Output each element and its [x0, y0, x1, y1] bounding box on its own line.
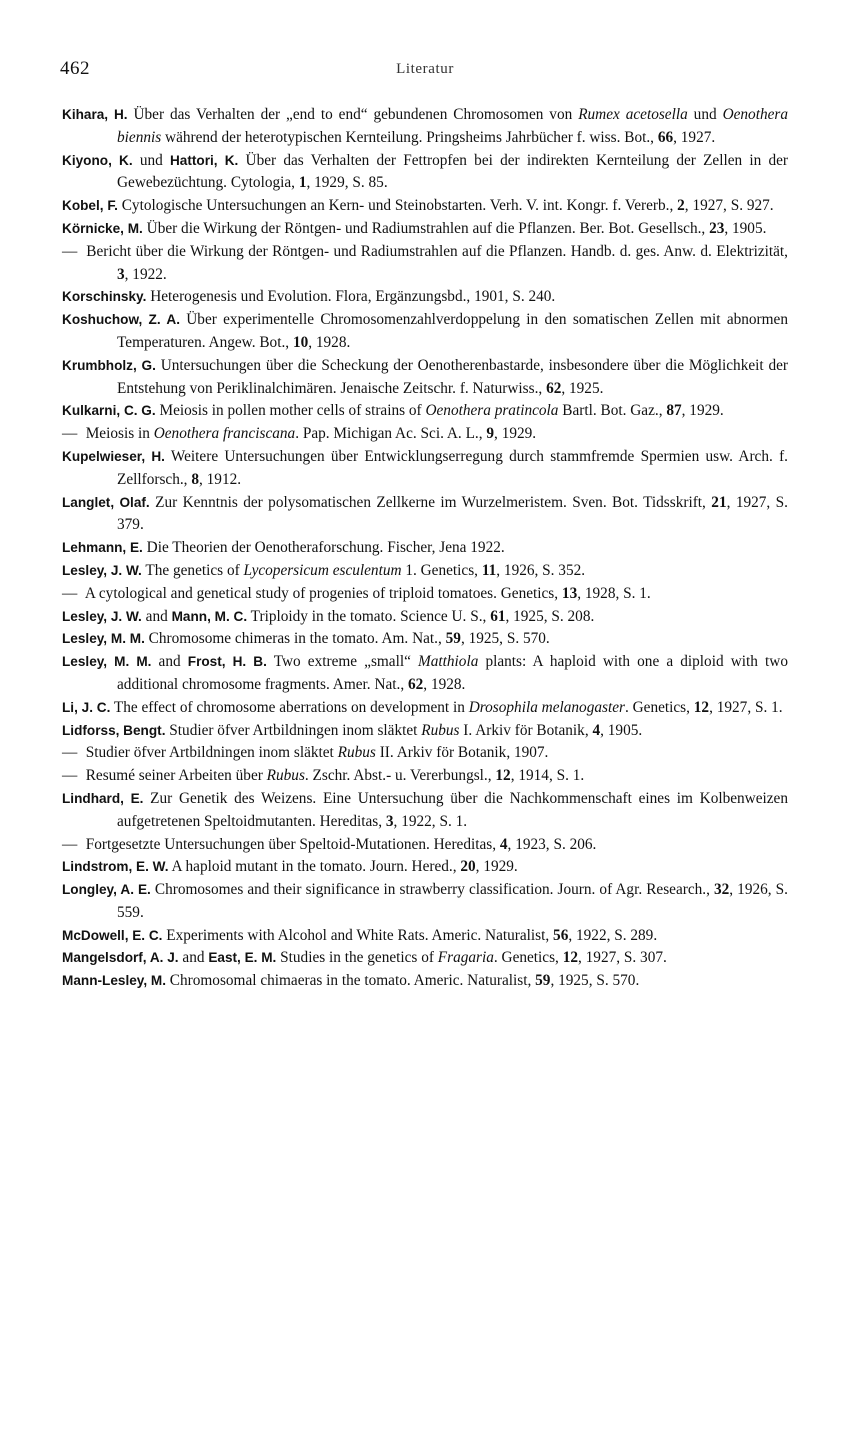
entry-text: , 1905. — [724, 219, 767, 237]
entry-text: Studier öfver Artbildningen inom släktet — [81, 744, 338, 762]
bibliography-entry — [62, 856, 788, 879]
author-name: Lehmann, E. — [62, 540, 143, 556]
entry-text: . Pap. Michigan Ac. Sci. A. L., — [295, 425, 487, 443]
volume-number: 23 — [709, 219, 725, 237]
italic-title: Drosophila melanogaster — [468, 698, 625, 716]
volume-number: 12 — [693, 698, 710, 716]
volume-number: 59 — [445, 630, 461, 648]
italic-title: Rubus — [266, 767, 305, 785]
author-name: Longley, A. E. — [62, 882, 151, 898]
author-name: Lesley, M. M. — [62, 654, 152, 670]
author-name: Körnicke, M. — [62, 220, 143, 236]
volume-number: 10 — [292, 333, 309, 351]
author-name: Mann, M. C. — [171, 608, 248, 624]
bibliography-entry — [62, 423, 788, 446]
entry-text: A cytological and genetical study of progenies of triploid tomatoes. Genetics, — [81, 584, 562, 602]
author-name: Lesley, J. W. — [62, 562, 142, 578]
entry-text: , 1929. — [494, 425, 537, 443]
entry-text: , 1925, S. 570. — [550, 972, 640, 990]
volume-number: 20 — [460, 858, 476, 876]
bibliography-entry — [62, 400, 788, 423]
italic-title: Rubus — [421, 721, 460, 739]
repeat-author-dash: — — [62, 767, 78, 785]
author-name: Kihara, H. — [62, 107, 128, 122]
entry-text: and — [141, 607, 172, 625]
bibliography-entry — [62, 286, 788, 309]
bibliography-entry — [62, 834, 788, 857]
volume-number: 61 — [490, 607, 506, 625]
bibliography-entry — [62, 970, 788, 993]
entry-text: and — [151, 653, 188, 671]
repeat-author-dash: — — [62, 584, 78, 602]
entry-text: , 1926, S. 352. — [496, 561, 586, 579]
author-name: Lidforss, Bengt. — [62, 722, 166, 738]
author-name: East, E. M. — [208, 950, 277, 966]
volume-number: 12 — [562, 949, 578, 967]
entry-text: , 1928. — [308, 333, 351, 351]
entry-text: Chromosomal chimaeras in the tomato. Americ. Naturalist, — [165, 972, 536, 990]
volume-number: 9 — [486, 425, 495, 443]
entry-text: , 1929. — [681, 402, 724, 420]
volume-number: 1 — [298, 174, 307, 192]
entry-text: , 1925, S. 208. — [505, 607, 595, 625]
bibliography-entry — [62, 241, 788, 287]
italic-title: Lycopersicum esculentum — [243, 561, 402, 579]
entry-text: , 1927, S. 1. — [709, 698, 783, 716]
volume-number: 66 — [657, 128, 674, 146]
repeat-author-dash: — — [62, 242, 78, 260]
bibliography-entry — [62, 606, 788, 629]
volume-number: 8 — [191, 470, 199, 488]
author-name: Mangelsdorf, A. J. — [62, 950, 179, 966]
bibliography-entry — [62, 765, 788, 788]
bibliography-entry — [62, 628, 788, 651]
entry-text: , 1912. — [199, 470, 242, 488]
volume-number: 4 — [592, 721, 601, 739]
bibliography-entry — [62, 218, 788, 241]
author-name: Kupelwieser, H. — [62, 448, 165, 464]
italic-title: Oenothera biennis — [117, 106, 788, 146]
entry-text: , 1905. — [600, 721, 643, 739]
entry-text: Über das Verhalten der Fettropfen bei der indirekten Kernteilung der Zellen in der Gewebezüchtung. Cytologia, — [117, 151, 788, 192]
entry-text: , 1926, S. 559. — [117, 881, 788, 921]
entry-text: Cytologische Untersuchungen an Kern- und Steinobstarten. Verh. V. int. Kongr. f. Vererb., — [117, 197, 678, 215]
bibliography-entry — [62, 742, 788, 765]
italic-title: Oenothera franciscana — [153, 425, 296, 443]
running-title: Literatur — [396, 61, 454, 77]
author-name: Hattori, K. — [169, 152, 239, 168]
volume-number: 3 — [117, 265, 125, 283]
italic-title: Rumex acetosella — [578, 106, 688, 123]
entry-text: The effect of chromosome aberrations on development in — [110, 698, 469, 716]
entry-text: and — [178, 949, 209, 967]
author-name: Lindhard, E. — [62, 790, 144, 806]
entry-text: , 1922, S. 1. — [393, 812, 468, 830]
entry-text: , 1928, S. 1. — [577, 584, 651, 602]
author-name: Langlet, Olaf. — [62, 494, 150, 510]
repeat-author-dash: — — [62, 425, 78, 443]
entry-text: Heterogenesis und Evolution. Flora, Ergänzungsbd., 1901, S. 240. — [146, 288, 556, 306]
bibliography-entry — [62, 788, 788, 834]
author-name: Lesley, J. W. — [62, 608, 142, 624]
bibliography-entry — [62, 104, 788, 150]
entry-text: Bericht über die Wirkung der Röntgen- und Radiumstrahlen auf die Pflanzen. Handb. d. ges. Anw. d. Elektrizität, — [81, 242, 788, 260]
author-name: Korschinsky. — [62, 289, 147, 305]
entry-text: und — [687, 106, 723, 123]
volume-number: 2 — [677, 197, 685, 215]
repeat-author-dash: — — [62, 744, 78, 762]
entry-text: Über das Verhalten der „end to end“ gebundenen Chromosomen von — [127, 106, 579, 123]
entry-text: Chromosomes and their significance in strawberry classification. Journ. of Agr. Research., — [150, 881, 714, 899]
italic-title: Oenothera pratincola — [425, 402, 559, 420]
entry-text: Meiosis in — [81, 425, 154, 443]
bibliography-entry — [62, 947, 788, 970]
entry-text: , 1923, S. 206. — [507, 835, 597, 853]
bibliography-entry — [62, 537, 788, 560]
entry-text: Two extreme „small“ — [266, 653, 418, 671]
italic-title: Matthiola — [418, 653, 479, 671]
author-name: Krumbholz, G. — [62, 357, 156, 373]
entry-text: Zur Kenntnis der polysomatischen Zellkerne im Wurzelmeristem. Sven. Bot. Tidsskrift, — [149, 493, 712, 511]
entry-text: , 1927, S. 927. — [684, 197, 774, 215]
entry-text: Studier öfver Artbildningen inom släktet — [165, 721, 422, 739]
bibliography-entry — [62, 651, 788, 697]
bibliography-entry — [62, 150, 788, 196]
entry-text: Die Theorien der Oenotheraforschung. Fischer, Jena 1922. — [142, 539, 505, 557]
volume-number: 62 — [546, 379, 562, 397]
author-name: Frost, H. B. — [187, 654, 267, 670]
entry-text: , 1922. — [124, 265, 167, 283]
entry-text: , 1929, S. 85. — [306, 174, 388, 192]
bibliography-entry — [62, 583, 788, 606]
entry-text: The genetics of — [141, 561, 244, 579]
entry-text: Chromosome chimeras in the tomato. Am. Nat., — [144, 630, 446, 648]
italic-title: Fragaria — [437, 949, 494, 967]
page-number: 462 — [60, 58, 90, 79]
author-name: McDowell, E. C. — [62, 927, 163, 943]
entry-text: , 1928. — [423, 675, 466, 693]
author-name: Kulkarni, C. G. — [62, 403, 156, 419]
bibliography-entry — [62, 720, 788, 743]
entry-text: , 1927. — [673, 128, 716, 146]
entry-text: A haploid mutant in the tomato. Journ. Hered., — [168, 858, 461, 876]
entry-text: , 1925. — [561, 379, 604, 397]
entry-text: 1. Genetics, — [401, 561, 482, 579]
entry-text: , 1925, S. 570. — [460, 630, 550, 648]
volume-number: 13 — [561, 584, 578, 602]
entry-text: II. Arkiv för Botanik, 1907. — [375, 744, 549, 762]
entry-text: Untersuchungen über die Scheckung der Oenotherenbastarde, insbesondere über die Möglichkeit der Entstehung von Periklinalchimären. Jenaische Zeitschr. f. Naturwiss., — [117, 356, 789, 397]
bibliography-entry — [62, 879, 788, 925]
bibliography-entry — [62, 355, 788, 401]
entry-text: Über experimentelle Chromosomenzahlverdoppelung in den somatischen Zellen mit abnormen Temperaturen. Angew. Bot., — [117, 311, 788, 351]
author-name: Kobel, F. — [62, 198, 118, 214]
bibliography-entry — [62, 925, 788, 948]
author-name: Lesley, M. M. — [62, 631, 145, 647]
page-header — [60, 58, 790, 88]
bibliography-entry — [62, 309, 788, 355]
entry-text: Studies in the genetics of — [276, 949, 438, 967]
entry-text: während der heterotypischen Kernteilung. Pringsheims Jahrbücher f. wiss. Bot., — [161, 128, 658, 146]
bibliography-entry — [62, 560, 788, 583]
volume-number: 3 — [385, 812, 394, 830]
entry-text: Resumé seiner Arbeiten über — [81, 767, 267, 785]
italic-title: Rubus — [337, 744, 376, 762]
entry-text: Triploidy in the tomato. Science U. S., — [247, 607, 491, 625]
entry-text: und — [132, 151, 170, 169]
entry-text: Bartl. Bot. Gaz., — [558, 402, 667, 420]
author-name: Mann-Lesley, M. — [62, 973, 166, 989]
volume-number: 11 — [481, 561, 497, 579]
entry-text: I. Arkiv för Botanik, — [459, 721, 593, 739]
author-name: Koshuchow, Z. A. — [62, 312, 180, 328]
volume-number: 59 — [535, 972, 551, 990]
volume-number: 32 — [713, 881, 730, 899]
volume-number: 56 — [553, 926, 569, 944]
entry-text: , 1922, S. 289. — [568, 926, 658, 944]
repeat-author-dash: — — [62, 835, 78, 853]
entry-text: , 1927, S. 307. — [578, 949, 667, 967]
bibliography-entry — [62, 195, 788, 218]
bibliography-entry — [62, 446, 788, 492]
entry-text: Zur Genetik des Weizens. Eine Untersuchung über die Nachkommenschaft eines im Kolbenweizen aufgetretenen Speltoidmutanten. Hereditas, — [117, 789, 788, 830]
entry-text: Experiments with Alcohol and White Rats. Americ. Naturalist, — [162, 926, 554, 944]
volume-number: 21 — [711, 493, 727, 511]
entry-text: . Genetics, — [624, 698, 694, 716]
entry-text: , 1929. — [475, 858, 518, 876]
entry-text: Meiosis in pollen mother cells of strains of — [155, 402, 426, 420]
volume-number: 12 — [495, 767, 511, 785]
volume-number: 4 — [499, 835, 508, 853]
entry-text: plants: A haploid with one a diploid with two additional chromosome fragments. Amer. Nat., — [117, 653, 788, 693]
author-name: Lindstrom, E. W. — [62, 859, 169, 875]
entry-text: Weitere Untersuchungen über Entwicklungserregung durch stammfremde Spermien usw. Arch. f. Zellforsch., — [117, 447, 788, 488]
bibliography-entry — [62, 697, 788, 720]
author-name: Kiyono, K. — [62, 152, 133, 168]
volume-number: 62 — [408, 675, 424, 693]
entry-text: Über die Wirkung der Röntgen- und Radiumstrahlen auf die Pflanzen. Ber. Bot. Gesellsch., — [142, 219, 710, 237]
entry-text: Fortgesetzte Untersuchungen über Speltoid-Mutationen. Hereditas, — [81, 835, 500, 853]
entry-text: , 1927, S. 379. — [117, 493, 788, 534]
volume-number: 87 — [666, 402, 682, 420]
entry-text: . Genetics, — [493, 949, 563, 967]
entry-text: , 1914, S. 1. — [510, 767, 585, 785]
author-name: Li, J. C. — [62, 699, 111, 715]
bibliography-entry — [62, 492, 788, 538]
bibliography-list — [62, 104, 788, 993]
entry-text: . Zschr. Abst.- u. Vererbungsl., — [304, 767, 496, 785]
